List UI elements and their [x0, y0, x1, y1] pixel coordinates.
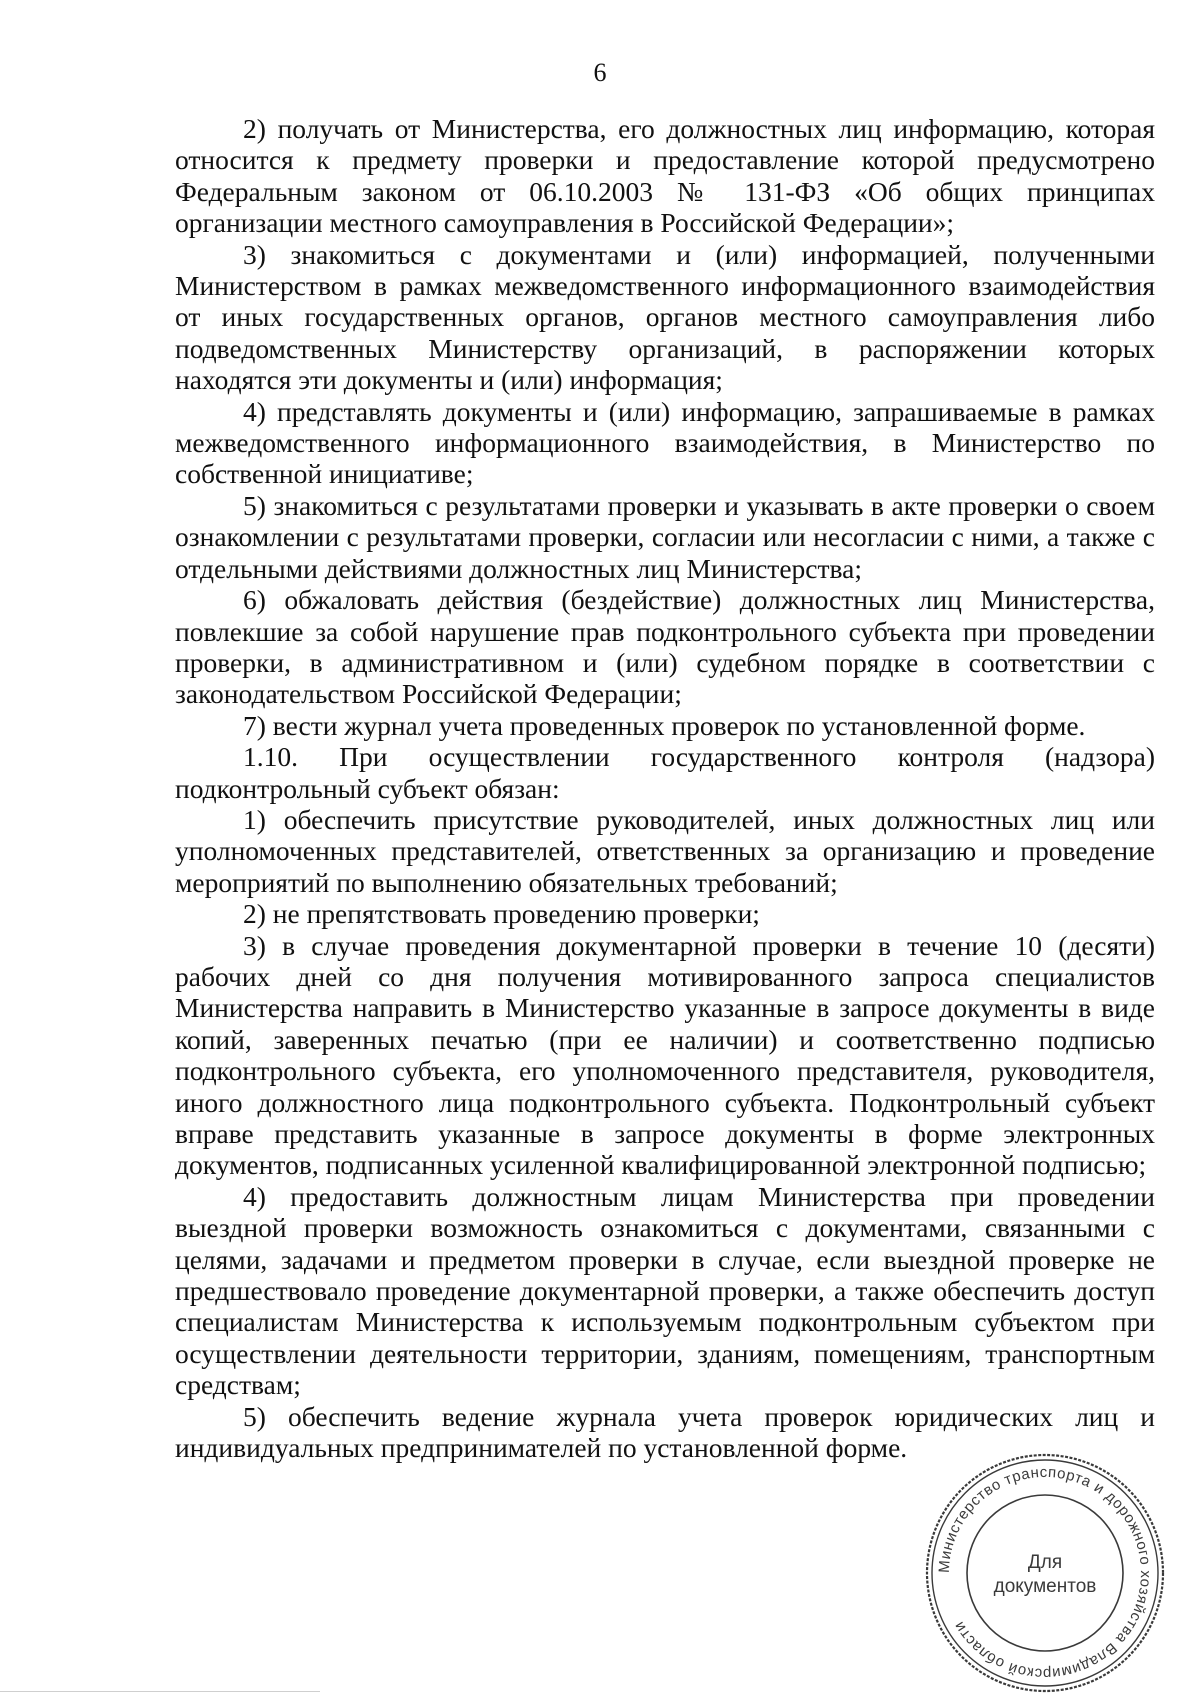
paragraph-right-2: 2) получать от Министерства, его должностных лиц информацию, которая относится к предмету проверки и предоставление которой предусмотрено Федеральным законом от 06.10.2003 № 131-ФЗ «Об общих принципах организации местного самоуправления в Российской Федерации»; [175, 113, 1155, 239]
official-seal-stamp [922, 1450, 1168, 1696]
paragraph-duty-5: 5) обеспечить ведение журнала учета проверок юридических лиц и индивидуальных предпринимателей по установленной форме. [175, 1400, 1155, 1464]
page-number: 6 [593, 58, 607, 87]
paragraph-duty-3: 3) в случае проведения документарной проверки в течение 10 (десяти) рабочих дней со дня получения мотивированного запроса специалистов Министерства направить в Министерство указанные в запросе документы в виде копий, заверенных печатью (при ее наличии) и соответственно подписью подконтрольного субъекта, его уполномоченного представителя, руководителя, иного должностного лица подконтрольного субъекта. Подконтрольный субъект вправе представить указанные в запросе документы в форме электронных документов, подписанных усиленной квалифицированной электронной подписью; [175, 929, 1155, 1181]
paragraph-section-1-10: 1.10. При осуществлении государственного контроля (надзора) подконтрольный субъект обязан: [175, 741, 1155, 804]
paragraph-right-7: 7) вести журнал учета проведенных проверок по установленной форме. [243, 709, 1086, 741]
paragraph-duty-1: 1) обеспечить присутствие руководителей, иных должностных лиц или уполномоченных представителей, ответственных за организацию и проведение мероприятий по выполнению обязательных требований; [175, 803, 1155, 898]
paragraph-right-4: 4) представлять документы и (или) информацию, запрашиваемые в рамках межведомственного информационного взаимодействия, в Министерство по собственной инициативе; [175, 395, 1155, 490]
paragraph-right-3: 3) знакомиться с документами и (или) информацией, полученными Министерством в рамках межведомственного информационного взаимодействия от иных государственных органов, органов местного самоуправления либо подведомственных Министерству организаций, в распоряжении которых находятся эти документы и (или) информация; [175, 238, 1155, 396]
paragraph-right-6: 6) обжаловать действия (бездействие) должностных лиц Министерства, повлекшие за собой нарушение прав подконтрольного субъекта при проведении проверки, в административном и (или) судебном порядке в соответствии с законодательством Российской Федерации; [175, 584, 1155, 710]
document-body [175, 113, 1155, 1463]
svg-text:Для: Для [1027, 1552, 1063, 1573]
paragraph-right-5: 5) знакомиться с результатами проверки и указывать в акте проверки о своем ознакомлении с результатами проверки, согласии или несогласии с ними, а также с отдельными действиями должностных лиц Министерства; [175, 489, 1155, 584]
svg-text:документов: документов [993, 1576, 1097, 1597]
scan-footer-line [0, 1691, 320, 1692]
svg-text:Министерство транспорта и доро: Министерство транспорта и дорожного хозяйства Владимирской области [935, 1463, 1155, 1683]
paragraph-duty-4: 4) предоставить должностным лицам Министерства при проведении выездной проверки возможность ознакомиться с документами, связанными с целями, задачами и предметом проверки в случае, если выездной проверке не предшествовало проведение документарной проверки, а также обеспечить доступ специалистам Министерства к используемым подконтрольным субъектом при осуществлении деятельности территории, зданиям, помещениям, транспортным средствам; [175, 1180, 1155, 1401]
paragraph-duty-2: 2) не препятствовать проведению проверки; [243, 898, 760, 930]
